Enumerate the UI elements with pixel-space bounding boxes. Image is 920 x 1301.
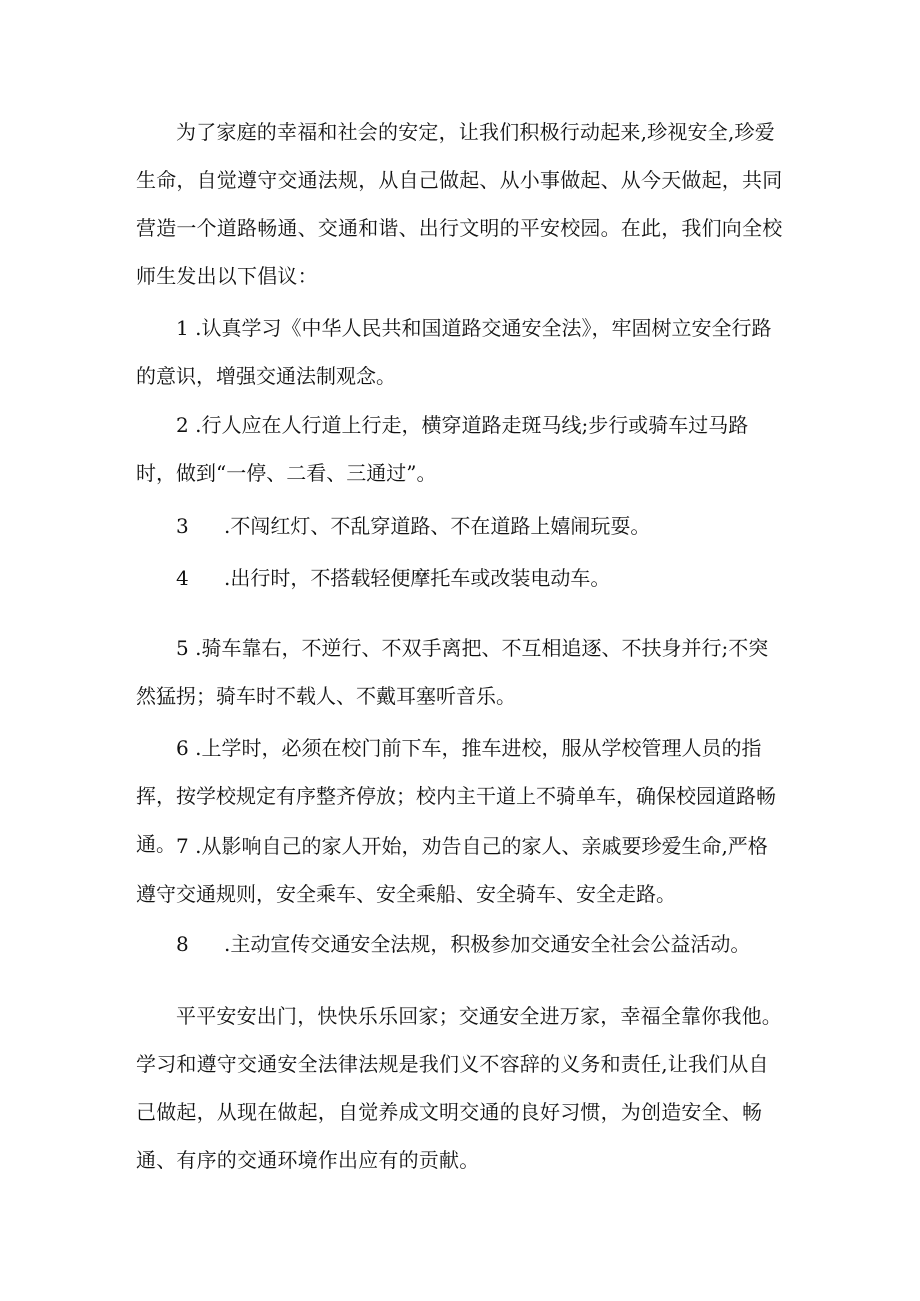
intro-paragraph: 为了家庭的幸福和社会的安定，让我们积极行动起来,珍视安全,珍爱生命，自觉遵守交通法规，从自己做起、从小事做起、从今天做起，共同营造一个道路畅通、交通和谐、出行文明的平安校园。在此，我们向全校师生发出以下倡议： <box>136 120 783 288</box>
item-text: .上学时，必须在校门前下车，推车进校，服从学校管理人员的指挥，按学校规定有序整齐停放；校内主干道上不骑单车，确保校园道路畅通。 <box>136 736 776 856</box>
proposal-item-8 <box>136 920 786 968</box>
item-text: .主动宣传交通安全法规，积极参加交通安全社会公益活动。 <box>224 932 751 956</box>
item-text: .行人应在人行道上行走，横穿道路走斑马线;步行或骑车过马路时，做到“一停、二看、三通过”。 <box>136 413 749 485</box>
item-number: 8 <box>176 932 189 956</box>
item-number: 1 <box>176 316 189 340</box>
proposal-item-5 <box>136 624 786 720</box>
item-number: 6 <box>176 736 189 760</box>
proposal-item-4 <box>136 554 786 602</box>
proposal-item-7 <box>136 822 786 918</box>
proposal-item-2 <box>136 401 786 497</box>
item-number: 3 <box>176 514 189 538</box>
item-text: .出行时，不搭载轻便摩托车或改装电动车。 <box>224 566 611 590</box>
item-text: .骑车靠右，不逆行、不双手离把、不互相追逐、不扶身并行;不突然猛拐；骑车时不载人、不戴耳塞听音乐。 <box>136 636 769 708</box>
item-text: .从影响自己的家人开始，劝告自己的家人、亲戚要珍爱生命,严格遵守交通规则，安全乘车、安全乘船、安全骑车、安全走路。 <box>136 834 768 906</box>
item-number: 7 <box>176 834 189 858</box>
proposal-item-1 <box>136 304 786 400</box>
closing-paragraph: 学习和遵守交通安全法律法规是我们义不容辞的义务和责任,让我们从自己做起，从现在做起，自觉养成文明交通的良好习惯，为创造安全、畅通、有序的交通环境作出应有的贡献。 <box>136 1052 769 1172</box>
closing-line: 平平安安出门，快快乐乐回家；交通安全进万家，幸福全靠你我他。 <box>176 1004 782 1028</box>
item-number: 4 <box>176 566 189 590</box>
item-number: 2 <box>176 413 189 437</box>
item-text: .认真学习《中华人民共和国道路交通安全法》，牢固树立安全行路的意识，增强交通法制观念。 <box>136 316 772 388</box>
proposal-item-3 <box>136 502 786 550</box>
item-text: .不闯红灯、不乱穿道路、不在道路上嬉闹玩耍。 <box>224 514 651 538</box>
item-number: 5 <box>176 636 189 660</box>
